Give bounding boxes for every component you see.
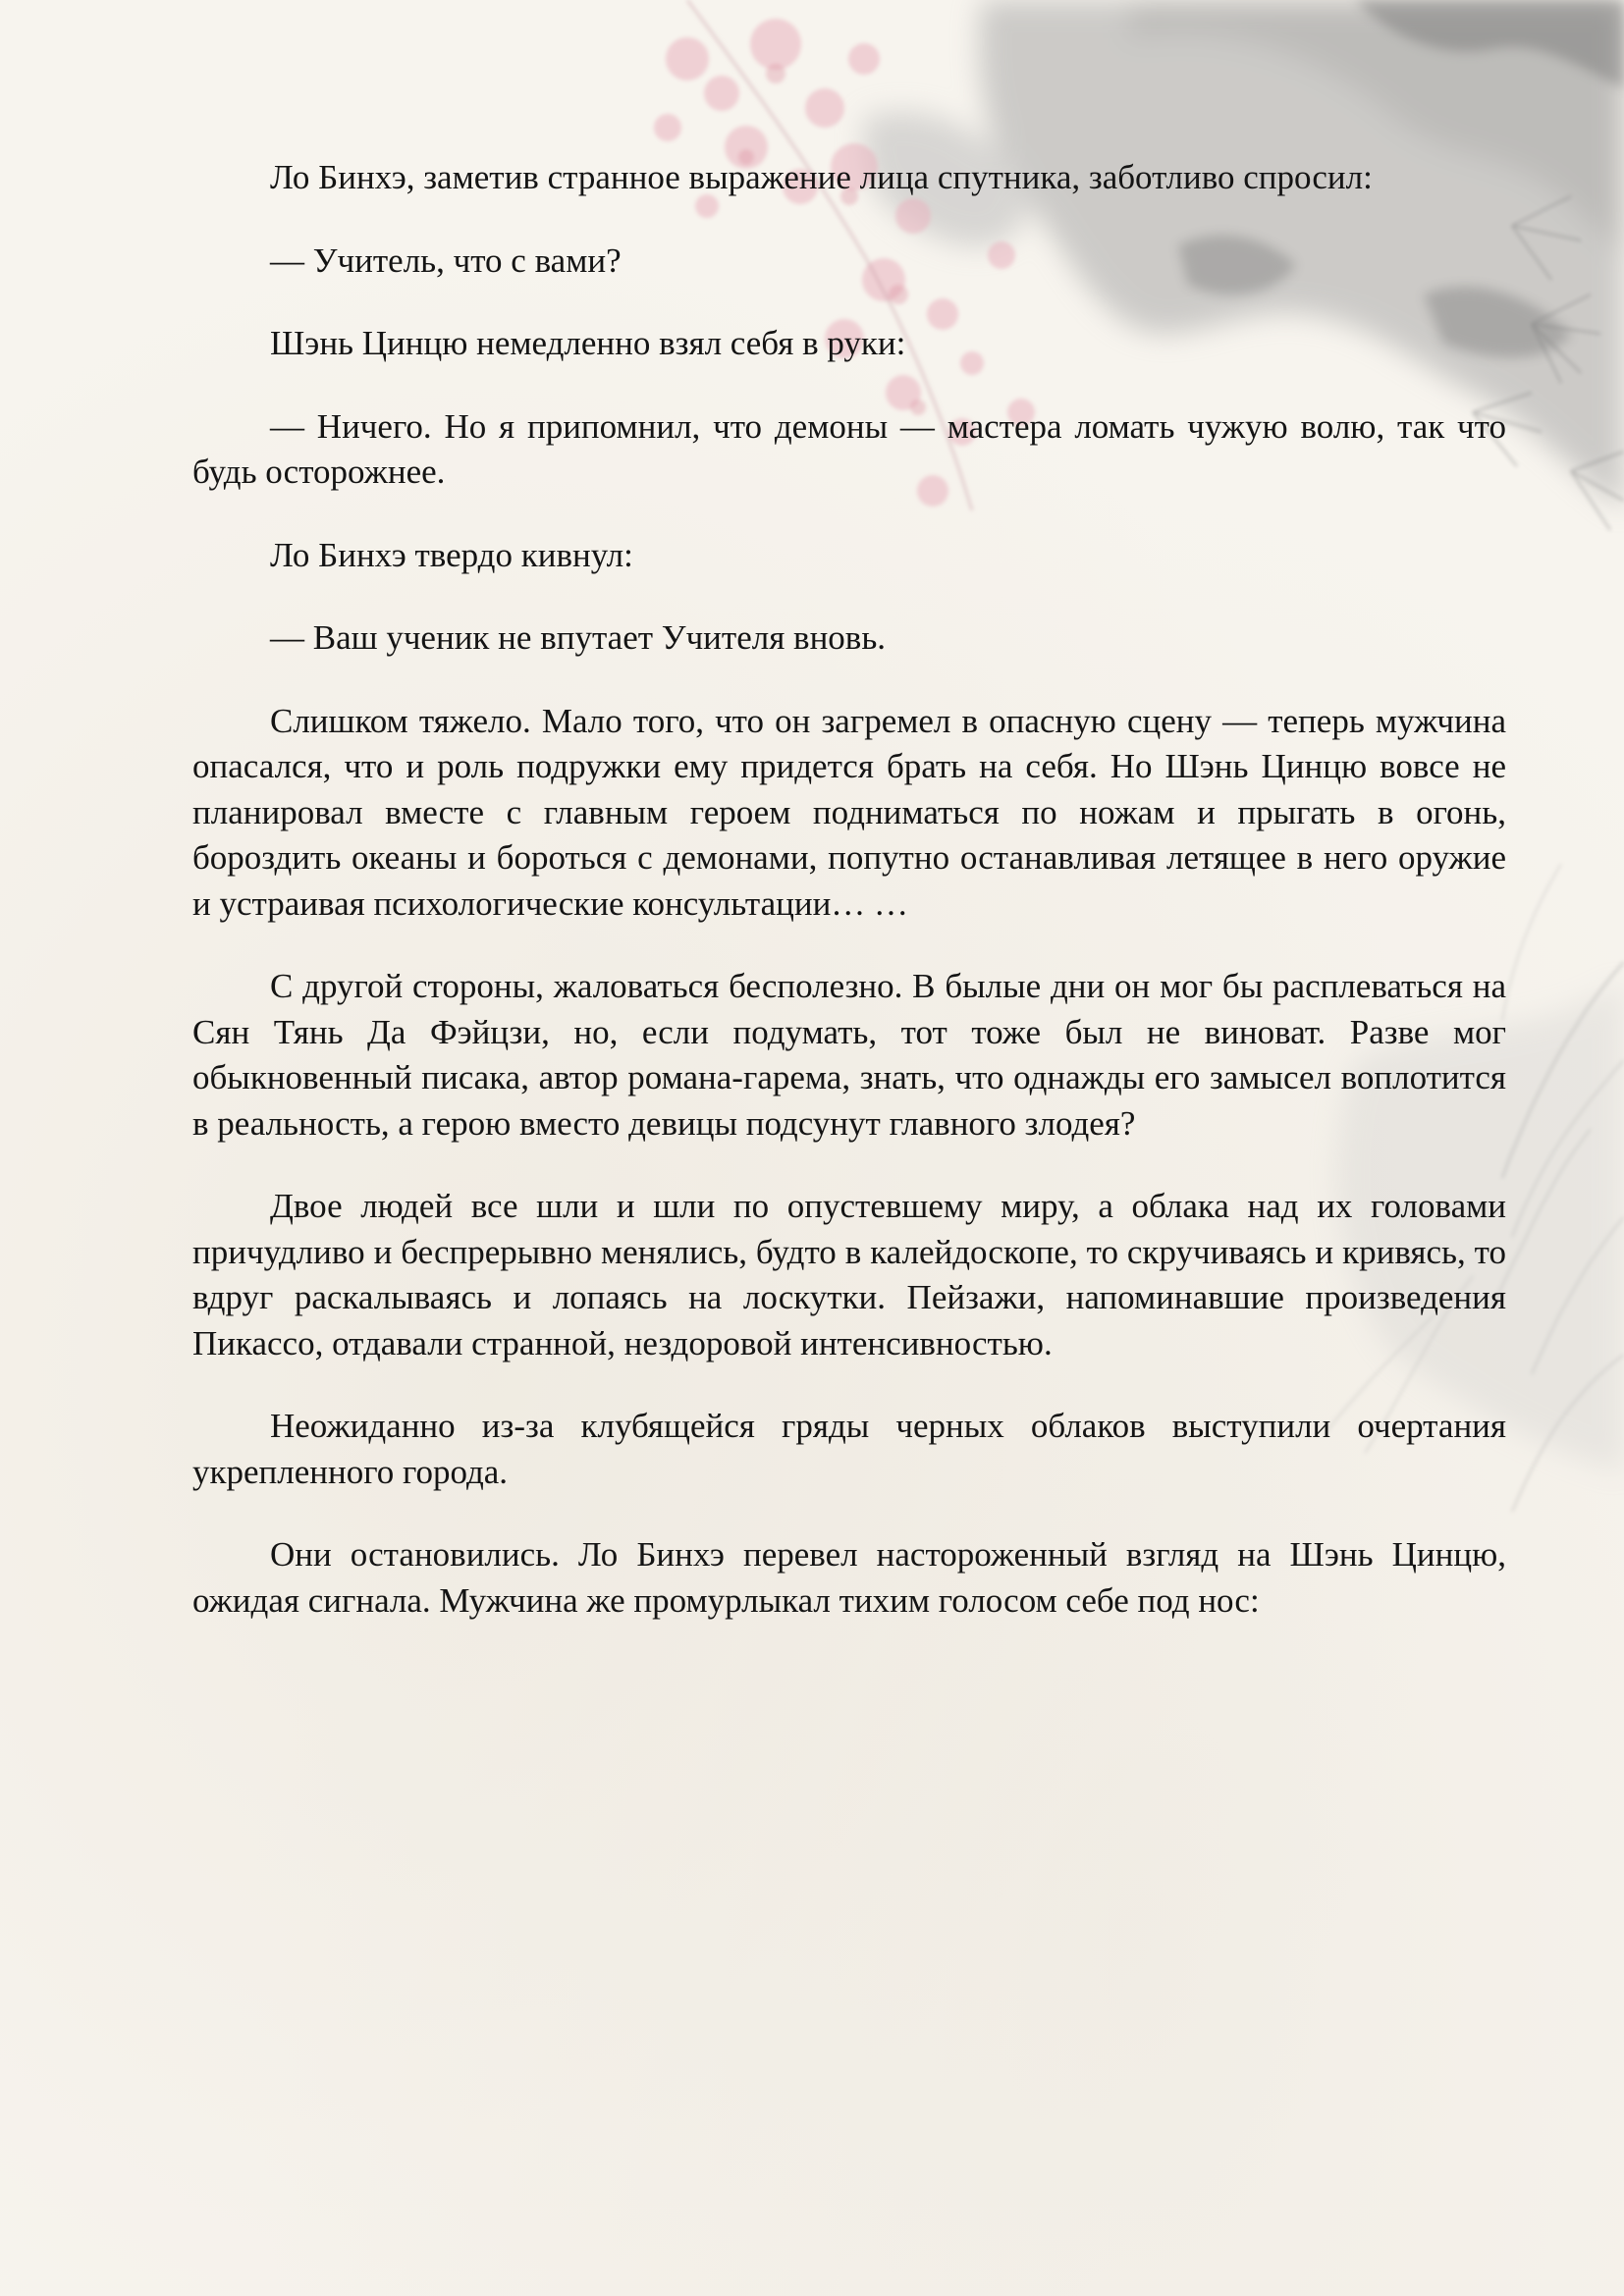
paragraph: Ло Бинхэ, заметив странное выражение лица спутника, заботливо спросил: [270,158,1373,196]
paragraph: — Учитель, что с вами? [270,240,622,280]
paragraph: С другой стороны, жаловаться бесполезно. В былые дни он мог бы расплеваться на Сян Тянь Да Фэйцзи, но, если подумать, тот тоже был не виноват. Разве мог обыкновенный писака, автор романа-гарема, знать, что однажды его замысел воплотится в реальность, а герою вместо девицы подсунут главного злодея? [192,967,1506,1143]
paragraph: Двое людей все шли и шли по опустевшему миру, а облака над их головами причудливо и беспрерывно менялись, будто в калейдоскопе, то скручиваясь и кривясь, то вдруг раскалываясь и лопаясь на лоскутки. Пейзажи, напоминавшие произведения Пикассо, отдавали странной, нездоровой интенсивностью. [192,1187,1506,1362]
paragraph: Они остановились. Ло Бинхэ перевел настороженный взгляд на Шэнь Цинцю, ожидая сигнала. Мужчина же промурлыкал тихим голосом себе под нос: [192,1535,1506,1620]
paragraph: — Ваш ученик не впутает Учителя вновь. [270,618,887,657]
paragraph: Слишком тяжело. Мало того, что он загремел в опасную сцену — теперь мужчина опасался, что и роль подружки ему придется брать на себя. Но Шэнь Цинцю вовсе не планировал вместе с главным героем подниматься по ножам и прыгать в огонь, бороздить океаны и бороться с демонами, попутно останавливая летящее в него оружие и устраивая психологические консультации… … [192,701,1506,923]
paragraph: Неожиданно из-за клубящейся гряды черных облаков выступили очертания укрепленного города. [192,1407,1506,1491]
document-body [192,155,1506,1661]
paragraph: Ло Бинхэ твердо кивнул: [270,535,633,574]
paragraph: Шэнь Цинцю немедленно взял себя в руки: [270,324,906,362]
paragraph: — Ничего. Но я припомнил, что демоны — мастера ломать чужую волю, так что будь осторожнее. [192,406,1506,491]
